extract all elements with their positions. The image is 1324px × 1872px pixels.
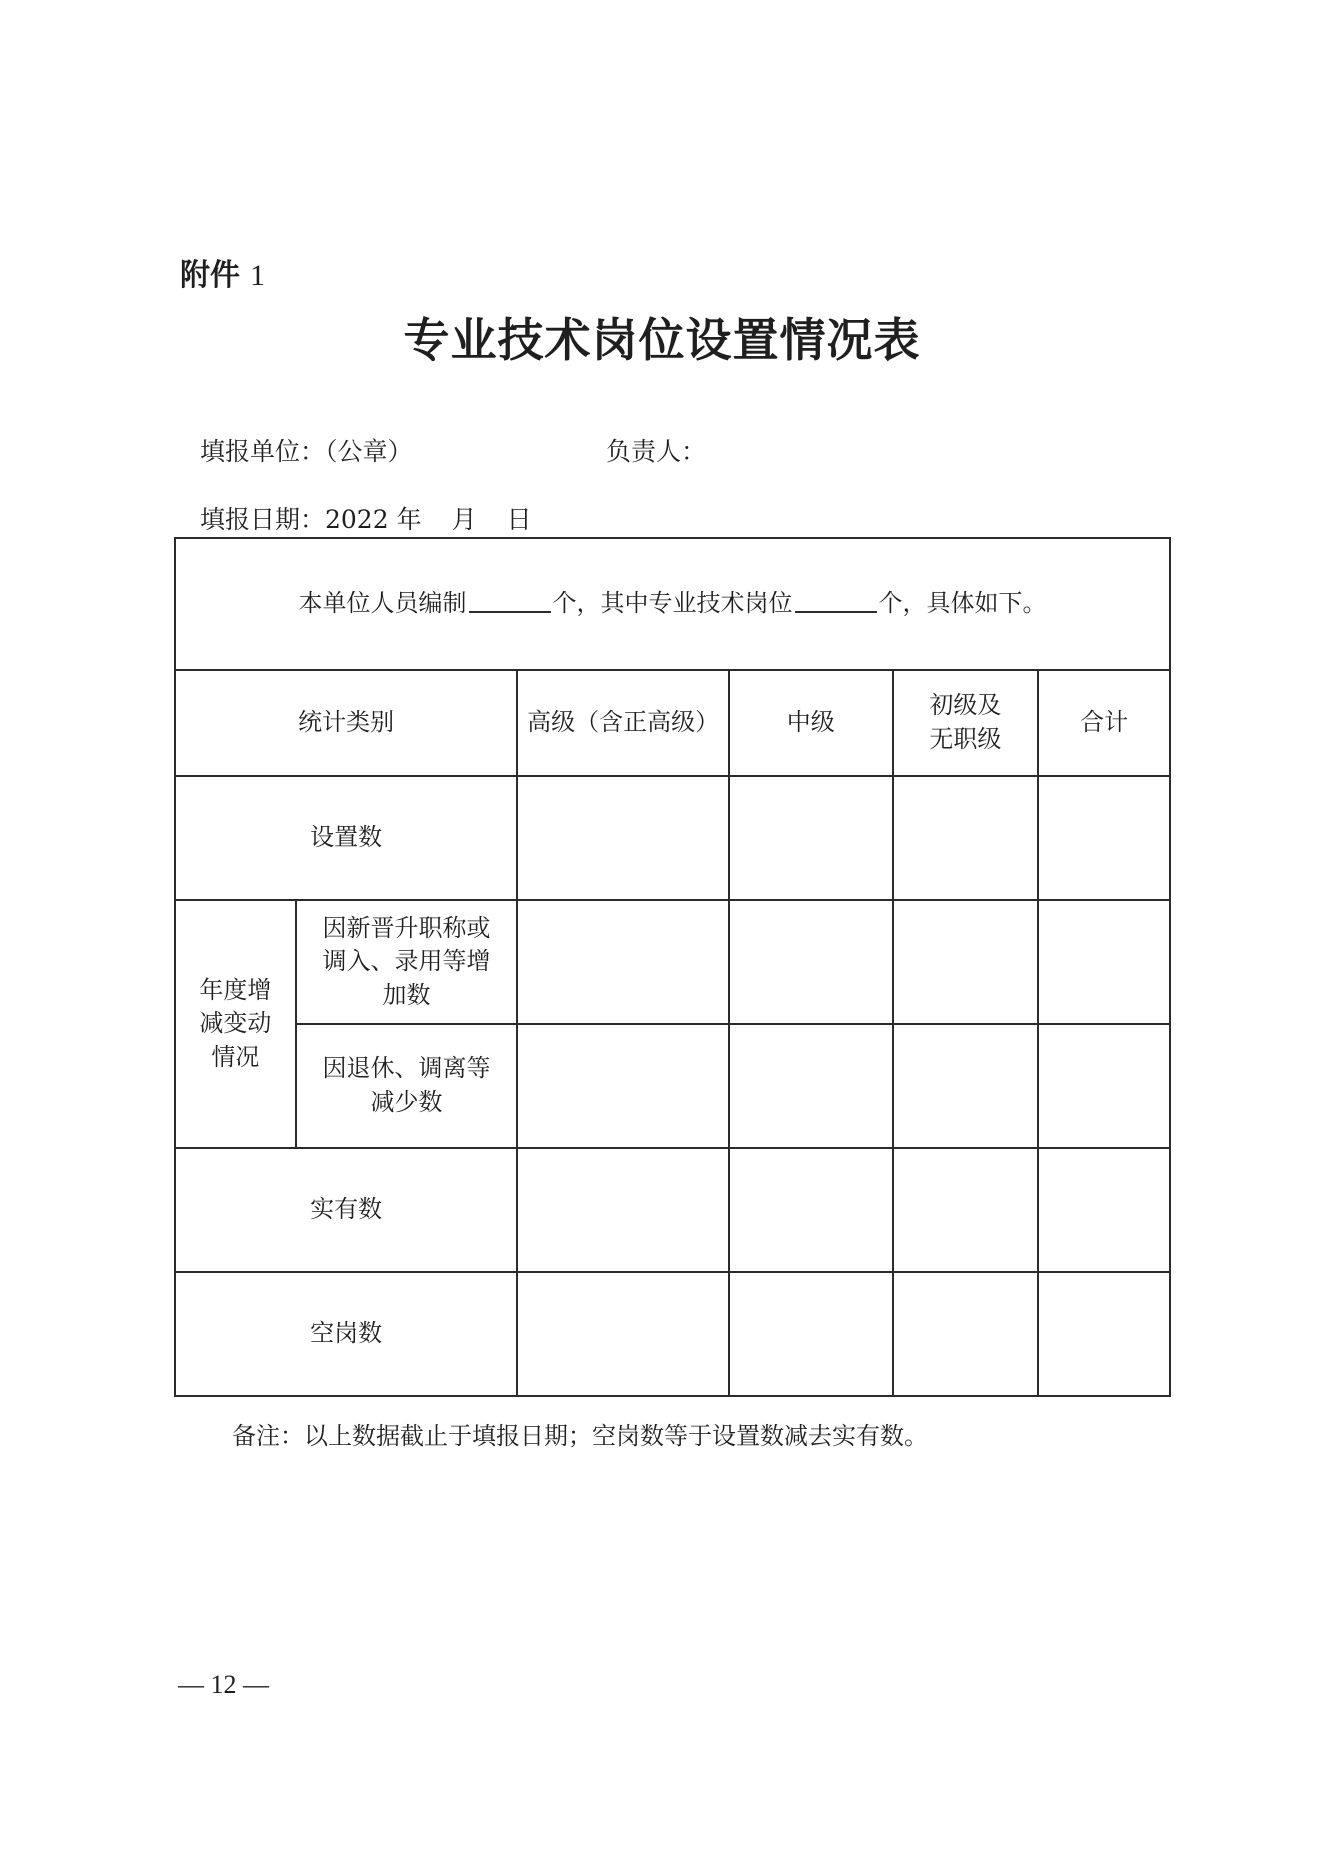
attachment-text: 附件: [180, 258, 240, 293]
cell-actual-total[interactable]: [1038, 1148, 1170, 1272]
col-header-junior: 初级及 无职级: [893, 670, 1039, 776]
intro-text-3: 个，具体如下。: [878, 589, 1047, 618]
tech-post-blank[interactable]: [795, 610, 877, 613]
table-row-increase: [175, 900, 1170, 1024]
staffing-blank[interactable]: [469, 610, 551, 613]
cell-increase-senior[interactable]: [517, 900, 729, 1024]
cell-set-total[interactable]: [1038, 776, 1170, 900]
cell-increase-intermediate[interactable]: [729, 900, 893, 1024]
cell-set-intermediate[interactable]: [729, 776, 893, 900]
intro-cell: [175, 538, 1170, 670]
cell-vacant-junior[interactable]: [893, 1272, 1039, 1396]
reporting-unit-label: 填报单位：（公章）: [200, 437, 413, 466]
cell-decrease-junior[interactable]: [893, 1024, 1039, 1148]
cell-actual-intermediate[interactable]: [729, 1148, 893, 1272]
row-label-set: 设置数: [175, 776, 517, 900]
table-row-set: [175, 776, 1170, 900]
row-label-decrease: 因退休、调离等 减少数: [296, 1024, 518, 1148]
reporting-date-label: [200, 500, 532, 536]
col-header-senior: 高级（含正高级）: [517, 670, 729, 776]
header-row: [175, 670, 1170, 776]
intro-text-1: 本单位人员编制: [298, 589, 467, 618]
table-row-decrease: [175, 1024, 1170, 1148]
date-month: 月: [451, 505, 477, 534]
cell-vacant-senior[interactable]: [517, 1272, 729, 1396]
intro-text-2: 个，其中专业技术岗位: [552, 589, 793, 618]
cell-increase-total[interactable]: [1038, 900, 1170, 1024]
cell-vacant-total[interactable]: [1038, 1272, 1170, 1396]
cell-actual-junior[interactable]: [893, 1148, 1039, 1272]
col-header-intermediate: 中级: [729, 670, 893, 776]
col-header-category: 统计类别: [175, 670, 517, 776]
cell-decrease-senior[interactable]: [517, 1024, 729, 1148]
intro-row: [175, 538, 1170, 670]
row-label-increase: 因新晋升职称或 调入、录用等增 加数: [296, 900, 518, 1024]
page-title: 专业技术岗位设置情况表: [403, 313, 921, 367]
page-number: — 12 —: [178, 1670, 269, 1699]
cell-vacant-intermediate[interactable]: [729, 1272, 893, 1396]
row-label-actual: 实有数: [175, 1148, 517, 1272]
cell-decrease-intermediate[interactable]: [729, 1024, 893, 1148]
col-header-total: 合计: [1038, 670, 1170, 776]
attachment-number: 1: [250, 259, 265, 292]
cell-increase-junior[interactable]: [893, 900, 1039, 1024]
cell-set-junior[interactable]: [893, 776, 1039, 900]
attachment-label: [180, 250, 265, 294]
cell-decrease-total[interactable]: [1038, 1024, 1170, 1148]
row-label-annual-change: 年度增 减变动 情况: [175, 900, 296, 1148]
responsible-person-label: 负责人：: [606, 437, 707, 466]
row-label-vacant: 空岗数: [175, 1272, 517, 1396]
table-row-vacant: [175, 1272, 1170, 1396]
cell-actual-senior[interactable]: [517, 1148, 729, 1272]
footnote: 备注：以上数据截止于填报日期；空岗数等于设置数减去实有数。: [232, 1422, 928, 1450]
date-day: 日: [506, 505, 532, 534]
date-prefix: 填报日期：2022 年: [200, 505, 422, 534]
table-row-actual: [175, 1148, 1170, 1272]
cell-set-senior[interactable]: [517, 776, 729, 900]
position-table: [174, 537, 1171, 1397]
